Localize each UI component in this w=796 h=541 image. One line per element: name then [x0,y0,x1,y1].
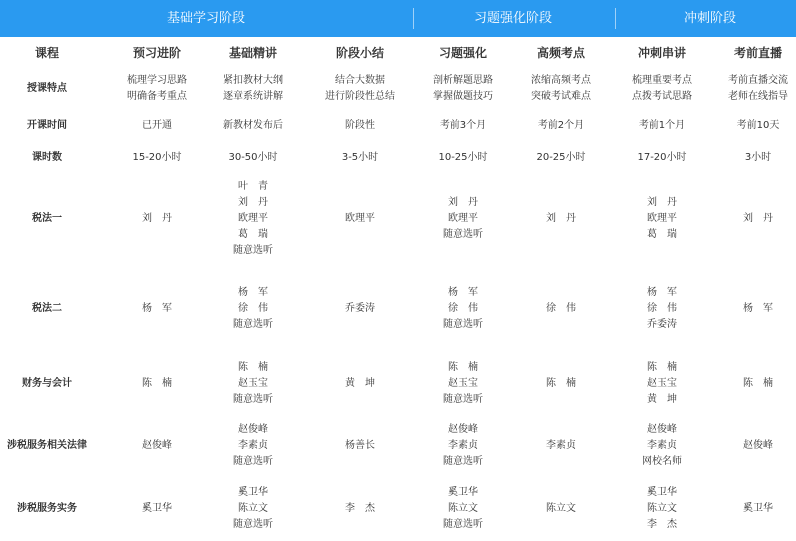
cell-line: 陈 楠 [743,378,773,389]
table-cell [706,353,796,415]
column-header: 阶段小结 [335,46,384,60]
cell-line: 30-50小时 [228,152,278,163]
table-cell [105,173,209,265]
cell-line: 随意选听 [233,456,273,467]
table-cell [610,143,714,173]
cell-line: 陈立文 [546,503,576,514]
cell-line: 随意选听 [233,519,273,530]
cell-line: 梳理学习思路 [127,75,187,86]
cell-line: 奚卫华 [448,487,478,498]
row-label: 课时数 [32,152,62,163]
row-label: 财务与会计 [22,378,72,389]
cell-line: 网校名师 [642,456,682,467]
cell-line: 结合大数据 [335,75,385,86]
row-label: 税法一 [32,213,62,224]
cell-line: 15-20小时 [132,152,182,163]
table-cell [308,265,412,353]
cell-line: 陈立文 [647,503,677,514]
cell-line: 杨善长 [345,440,375,451]
cell-line: 紧扣教材大纲 [223,75,283,86]
cell-line: 剖析解题思路 [433,75,493,86]
cell-line: 乔委涛 [647,319,677,330]
cell-line: 20-25小时 [536,152,586,163]
table-cell [201,143,305,173]
cell-line: 赵俊峰 [743,440,773,451]
table-cell [509,265,613,353]
cell-line: 奚卫华 [647,487,677,498]
cell-line: 赵俊峰 [448,424,478,435]
cell-line: 欧理平 [448,213,478,224]
table-cell [509,143,613,173]
cell-line: 徐 伟 [238,303,268,314]
table-cell [411,143,515,173]
table-cell [411,415,515,477]
cell-line: 徐 伟 [647,303,677,314]
cell-line: 3-5小时 [341,152,379,163]
table-cell [201,109,305,143]
cell-line: 突破考试难点 [531,91,591,102]
stage-label-practice: 习题强化阶段 [473,11,552,26]
cell-line: 进行阶段性总结 [325,91,395,102]
cell-line: 3小时 [744,152,772,163]
table-cell [706,173,796,265]
table-cell [201,265,305,353]
cell-line: 陈 楠 [142,378,172,389]
cell-line: 随意选听 [443,319,483,330]
table-cell [610,477,714,541]
cell-line: 欧理平 [238,213,268,224]
table-cell [610,69,714,109]
column-header: 预习进阶 [132,46,181,60]
cell-line: 徐 伟 [448,303,478,314]
cell-line: 杨 军 [448,287,478,298]
table-cell [411,109,515,143]
table-cell [509,69,613,109]
table-cell [610,109,714,143]
table-cell [411,173,515,265]
cell-line: 刘 丹 [647,197,677,208]
table-cell [610,173,714,265]
cell-line: 新教材发布后 [223,120,283,131]
cell-line: 刘 丹 [142,213,172,224]
cell-line: 杨 军 [142,303,172,314]
table-cell [105,265,209,353]
cell-line: 考前1个月 [638,120,686,131]
cell-line: 赵俊峰 [142,440,172,451]
cell-line: 陈 楠 [448,362,478,373]
table-cell [308,415,412,477]
table-cell [308,109,412,143]
cell-line: 欧理平 [647,213,677,224]
row-label: 授课特点 [27,83,67,94]
table-cell [706,265,796,353]
cell-line: 17-20小时 [637,152,687,163]
table-cell [308,353,412,415]
cell-line: 考前2个月 [537,120,585,131]
row-label: 开课时间 [27,120,67,131]
cell-line: 已开通 [142,120,172,131]
table-cell [610,353,714,415]
table-row-tax-service-law [0,415,796,477]
row-label: 涉税服务相关法律 [7,440,87,451]
cell-line: 阶段性 [345,120,375,131]
table-cell [308,477,412,541]
table-cell [105,415,209,477]
cell-line: 赵俊峰 [238,424,268,435]
cell-line: 陈 楠 [238,362,268,373]
cell-line: 赵俊峰 [647,424,677,435]
cell-line: 陈立文 [238,503,268,514]
course-table [0,37,796,541]
table-cell [201,353,305,415]
cell-line: 赵玉宝 [448,378,478,389]
table-cell [105,69,209,109]
cell-line: 刘 丹 [743,213,773,224]
cell-line: 考前直播交流 [728,75,788,86]
table-cell [308,173,412,265]
table-row-tax-service-practice [0,477,796,541]
cell-line: 掌握做题技巧 [433,91,493,102]
table-cell [201,69,305,109]
table-cell [411,353,515,415]
table-cell [610,415,714,477]
table-cell [706,477,796,541]
cell-line: 杨 军 [647,287,677,298]
stage-label-sprint: 冲刺阶段 [683,11,736,26]
table-cell [706,143,796,173]
table-cell [411,265,515,353]
table-cell [610,265,714,353]
cell-line: 葛 瑞 [238,229,268,240]
cell-line: 李 杰 [345,503,375,514]
cell-line: 逐章系统讲解 [223,91,283,102]
column-header: 高频考点 [536,46,585,60]
cell-line: 奚卫华 [743,503,773,514]
table-cell [509,415,613,477]
cell-line: 刘 丹 [238,197,268,208]
row-label: 税法二 [32,303,62,314]
table-row-tax-law-2 [0,265,796,353]
cell-line: 李素贞 [448,440,478,451]
cell-line: 杨 军 [743,303,773,314]
table-cell [308,69,412,109]
stage-header-bar [0,0,796,37]
table-cell [509,109,613,143]
cell-line: 刘 丹 [448,197,478,208]
table-cell [411,69,515,109]
column-header: 课程 [34,46,59,60]
cell-line: 刘 丹 [546,213,576,224]
table-row-start-time [0,109,796,143]
table-cell [105,353,209,415]
column-header: 习题强化 [438,46,487,60]
cell-line: 点拨考试思路 [632,91,692,102]
cell-line: 黄 坤 [647,394,677,405]
table-cell [706,109,796,143]
table-row-features [0,69,796,109]
cell-line: 随意选听 [443,394,483,405]
column-header: 基础精讲 [228,46,277,60]
cell-line: 陈立文 [448,503,478,514]
cell-line: 浓缩高频考点 [531,75,591,86]
cell-line: 杨 军 [238,287,268,298]
cell-line: 随意选听 [233,245,273,256]
table-cell [509,477,613,541]
column-header: 冲刺串讲 [637,46,686,60]
table-cell [105,109,209,143]
cell-line: 老师在线指导 [728,91,788,102]
table-cell [509,173,613,265]
table-cell [201,477,305,541]
stage-label-foundation: 基础学习阶段 [166,11,245,26]
cell-line: 欧理平 [345,213,375,224]
table-cell [201,173,305,265]
table-cell [105,477,209,541]
cell-line: 奚卫华 [238,487,268,498]
table-cell [105,143,209,173]
table-cell [706,69,796,109]
cell-line: 徐 伟 [546,303,576,314]
cell-line: 10-25小时 [438,152,488,163]
row-label: 涉税服务实务 [17,503,77,514]
table-cell [308,143,412,173]
cell-line: 赵玉宝 [238,378,268,389]
cell-line: 考前10天 [736,120,780,131]
cell-line: 随意选听 [443,519,483,530]
cell-line: 陈 楠 [647,362,677,373]
cell-line: 随意选听 [233,394,273,405]
cell-line: 考前3个月 [439,120,487,131]
cell-line: 李 杰 [647,519,677,530]
table-row-finance-accounting [0,353,796,415]
stage-divider [413,8,414,29]
stage-divider [615,8,616,29]
cell-line: 葛 瑞 [647,229,677,240]
cell-line: 奚卫华 [142,503,172,514]
cell-line: 李素贞 [546,440,576,451]
column-header: 考前直播 [733,46,782,60]
table-cell [509,353,613,415]
cell-line: 明确备考重点 [127,91,187,102]
table-row-hours [0,143,796,173]
cell-line: 随意选听 [233,319,273,330]
cell-line: 叶 青 [238,181,268,192]
cell-line: 梳理重要考点 [632,75,692,86]
cell-line: 随意选听 [443,229,483,240]
table-cell [201,415,305,477]
table-cell [411,477,515,541]
cell-line: 李素贞 [647,440,677,451]
cell-line: 乔委涛 [345,303,375,314]
cell-line: 黄 坤 [345,378,375,389]
cell-line: 随意选听 [443,456,483,467]
table-cell [706,415,796,477]
table-row-tax-law-1 [0,173,796,265]
cell-line: 陈 楠 [546,378,576,389]
column-header-row [0,37,796,69]
cell-line: 李素贞 [238,440,268,451]
cell-line: 赵玉宝 [647,378,677,389]
